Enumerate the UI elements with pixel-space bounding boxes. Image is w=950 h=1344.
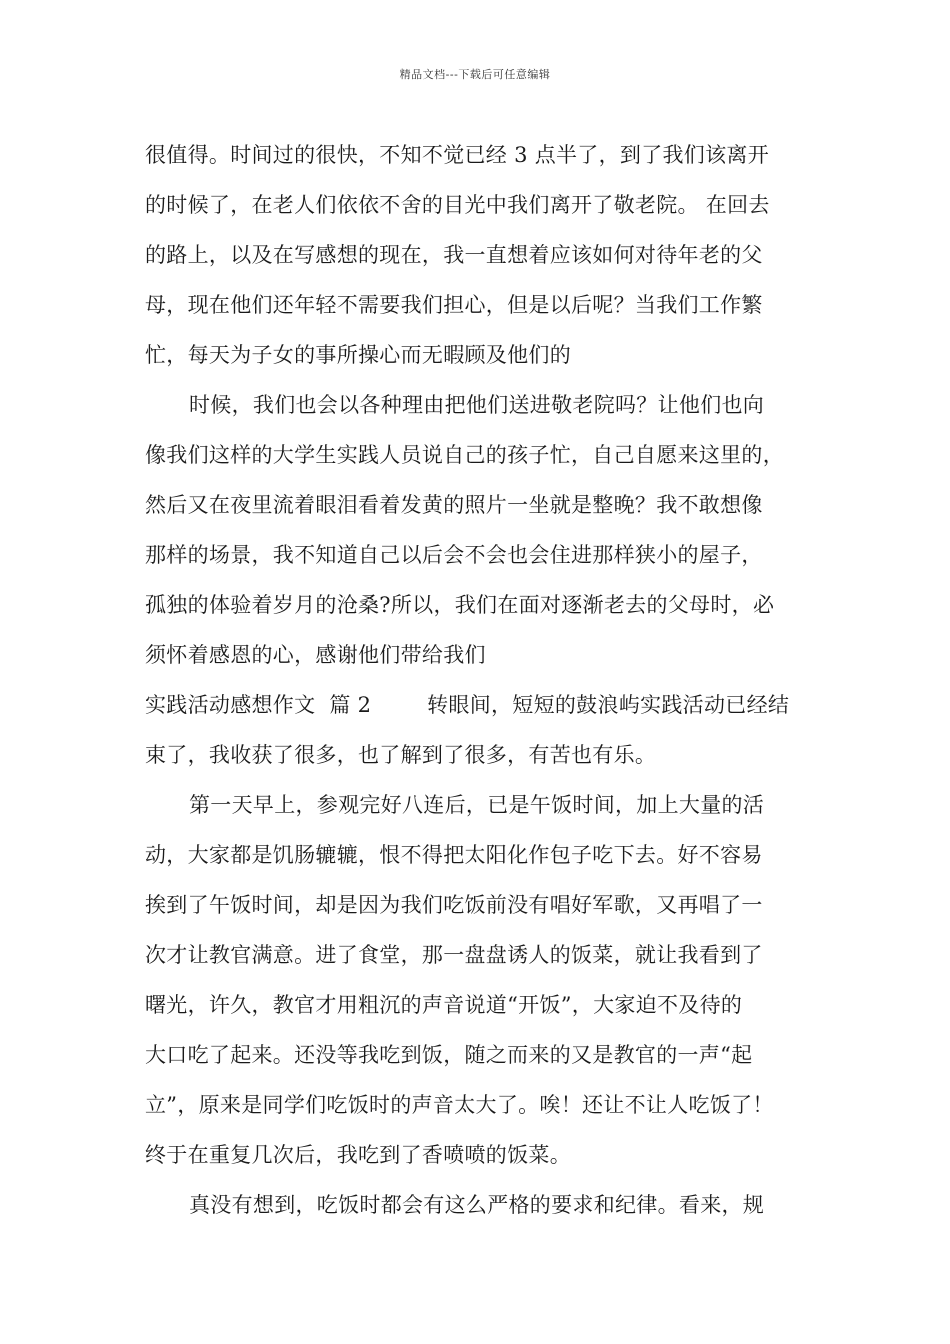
text-line: 真没有想到，吃饭时都会有这么严格的要求和纪律。看来，规 bbox=[189, 1193, 765, 1217]
text-line: 那样的场景，我不知道自己以后会不会也会住进那样狭小的屋子， bbox=[145, 543, 763, 567]
text-line: 动，大家都是饥肠辘辘，恨不得把太阳化作包子吃下去。好不容易 bbox=[145, 843, 763, 867]
text-line: 时候，我们也会以各种理由把他们送进敬老院吗？让他们也向 bbox=[189, 393, 765, 417]
page-header: 精品文档---下载后可任意编辑 bbox=[399, 68, 551, 81]
text-line: 然后又在夜里流着眼泪看着发黄的照片一坐就是整晚？我不敢想像 bbox=[145, 493, 763, 517]
text-line: 终于在重复几次后，我吃到了香喷喷的饭菜。 bbox=[145, 1143, 571, 1167]
text-line: 次才让教官满意。进了食堂，那一盘盘诱人的饭菜，就让我看到了 bbox=[145, 943, 763, 967]
text-line: 须怀着感恩的心，感谢他们带给我们 bbox=[145, 643, 486, 667]
text-line: 第一天早上，参观完好八连后，已是午饭时间，加上大量的活 bbox=[189, 793, 765, 817]
text-line: 的时候了，在老人们依依不舍的目光中我们离开了敬老院。 在回去 bbox=[145, 193, 770, 217]
document-body bbox=[145, 130, 835, 1230]
text-line: 立”，原来是同学们吃饭时的声音太大了。唉！还让不让人吃饭了！ bbox=[145, 1093, 774, 1117]
text-line: 忙，每天为子女的事所操心而无暇顾及他们的 bbox=[145, 343, 571, 367]
text-line: 很值得。时间过的很快，不知不觉已经 3 点半了，到了我们该离开 bbox=[145, 143, 770, 167]
text-line: 挨到了午饭时间，却是因为我们吃饭前没有唱好军歌，又再唱了一 bbox=[145, 893, 763, 917]
text-line: 的路上，以及在写感想的现在，我一直想着应该如何对待年老的父 bbox=[145, 243, 763, 267]
text-line: 像我们这样的大学生实践人员说自己的孩子忙，自己自愿来这里的， bbox=[145, 443, 784, 467]
text-line: 孤独的体验着岁月的沧桑?所以，我们在面对逐渐老去的父母时，必 bbox=[145, 593, 775, 617]
text-line: 大口吃了起来。还没等我吃到饭，随之而来的又是教官的一声“起 bbox=[145, 1043, 753, 1067]
text-line: 曙光，许久，教官才用粗沉的声音说道“开饭”，大家迫不及待的 bbox=[145, 993, 743, 1017]
text-line: 束了，我收获了很多，也了解到了很多，有苦也有乐。 bbox=[145, 743, 657, 767]
text-line: 母，现在他们还年轻不需要我们担心，但是以后呢？当我们工作繁 bbox=[145, 293, 763, 317]
section-heading-line: 实践活动感想作文 篇 2 转眼间，短短的鼓浪屿实践活动已经结 bbox=[145, 693, 790, 717]
